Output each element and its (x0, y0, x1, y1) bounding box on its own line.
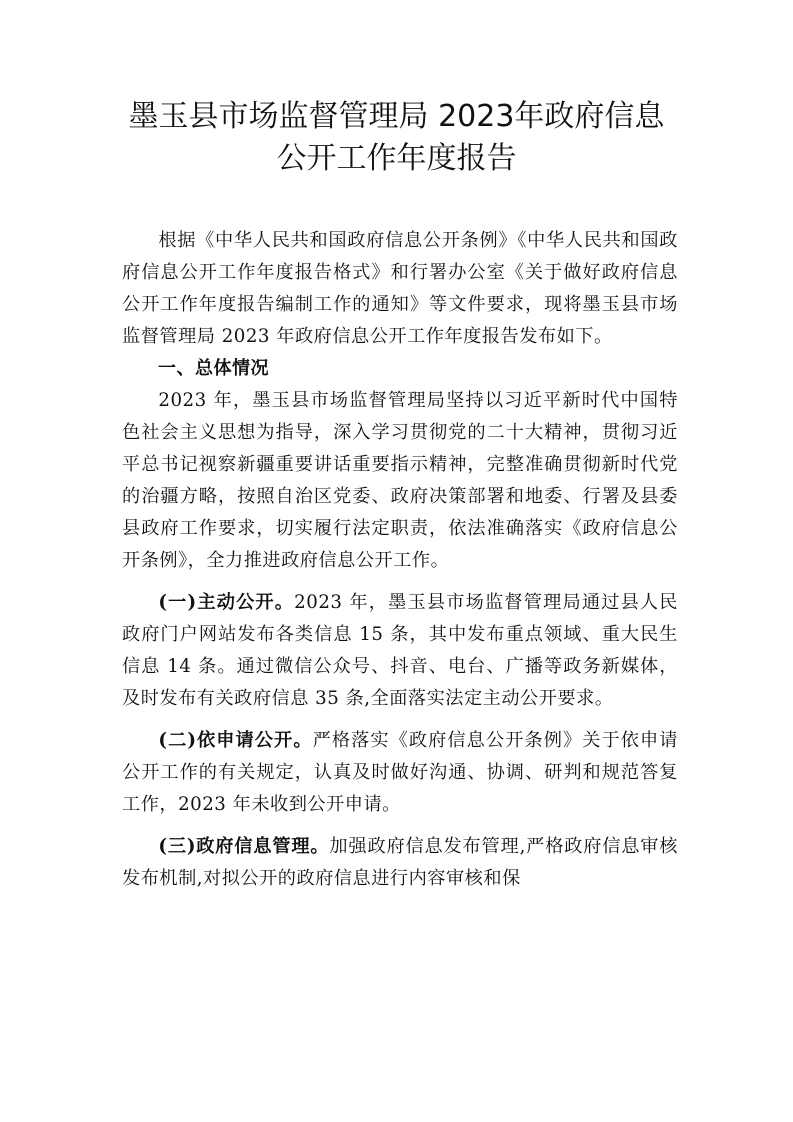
title-line-1: 墨玉县市场监督管理局 2023年政府信息 (128, 99, 665, 134)
request-disclosure-text: 严格落实《政府信息公开条例》关于依申请公开工作的有关规定，认真及时做好沟通、协调、研判和规范答复工作，2023 年未收到公开申请。 (122, 730, 678, 815)
document-title (100, 96, 693, 180)
proactive-disclosure-paragraph (122, 587, 678, 715)
request-disclosure-lead: (二)依申请公开。 (158, 730, 313, 751)
proactive-disclosure-lead: (一)主动公开。 (158, 592, 295, 613)
document-body (122, 225, 678, 895)
proactive-disclosure-text: 2023 年，墨玉县市场监督管理局通过县人民政府门户网站发布各类信息 15 条，其中发布重点领域、重大民生信息 14 条。通过微信公众号、抖音、电台、广播等政务新媒体，及时发布有关政府信息 35 条,全面落实法定主动公开要求。 (122, 592, 678, 709)
overview-paragraph: 2023 年，墨玉县市场监督管理局坚持以习近平新时代中国特色社会主义思想为指导，深入学习贯彻党的二十大精神，贯彻习近平总书记视察新疆重要讲话重要指示精神，完整准确贯彻新时代党的治疆方略，按照自治区党委、政府决策部署和地委、行署及县委县政府工作要求，切实履行法定职责，依法准确落实《政府信息公开条例》，全力推进政府信息公开工作。 (122, 390, 678, 571)
title-line-2: 公开工作年度报告 (276, 141, 517, 176)
info-management-paragraph (122, 831, 678, 895)
section-heading-overview: 一、总体情况 (158, 358, 269, 379)
request-disclosure-paragraph (122, 725, 678, 821)
info-management-lead: (三)政府信息管理。 (158, 836, 330, 857)
intro-paragraph: 根据《中华人民共和国政府信息公开条例》《中华人民共和国政府信息公开工作年度报告格式》和行署办公室《关于做好政府信息公开工作年度报告编制工作的通知》等文件要求，现将墨玉县市场监督管理局 2023 年政府信息公开工作年度报告发布如下。 (122, 230, 678, 347)
info-management-text: 加强政府信息发布管理,严格政府信息审核发布机制,对拟公开的政府信息进行内容审核和保 (122, 836, 678, 889)
